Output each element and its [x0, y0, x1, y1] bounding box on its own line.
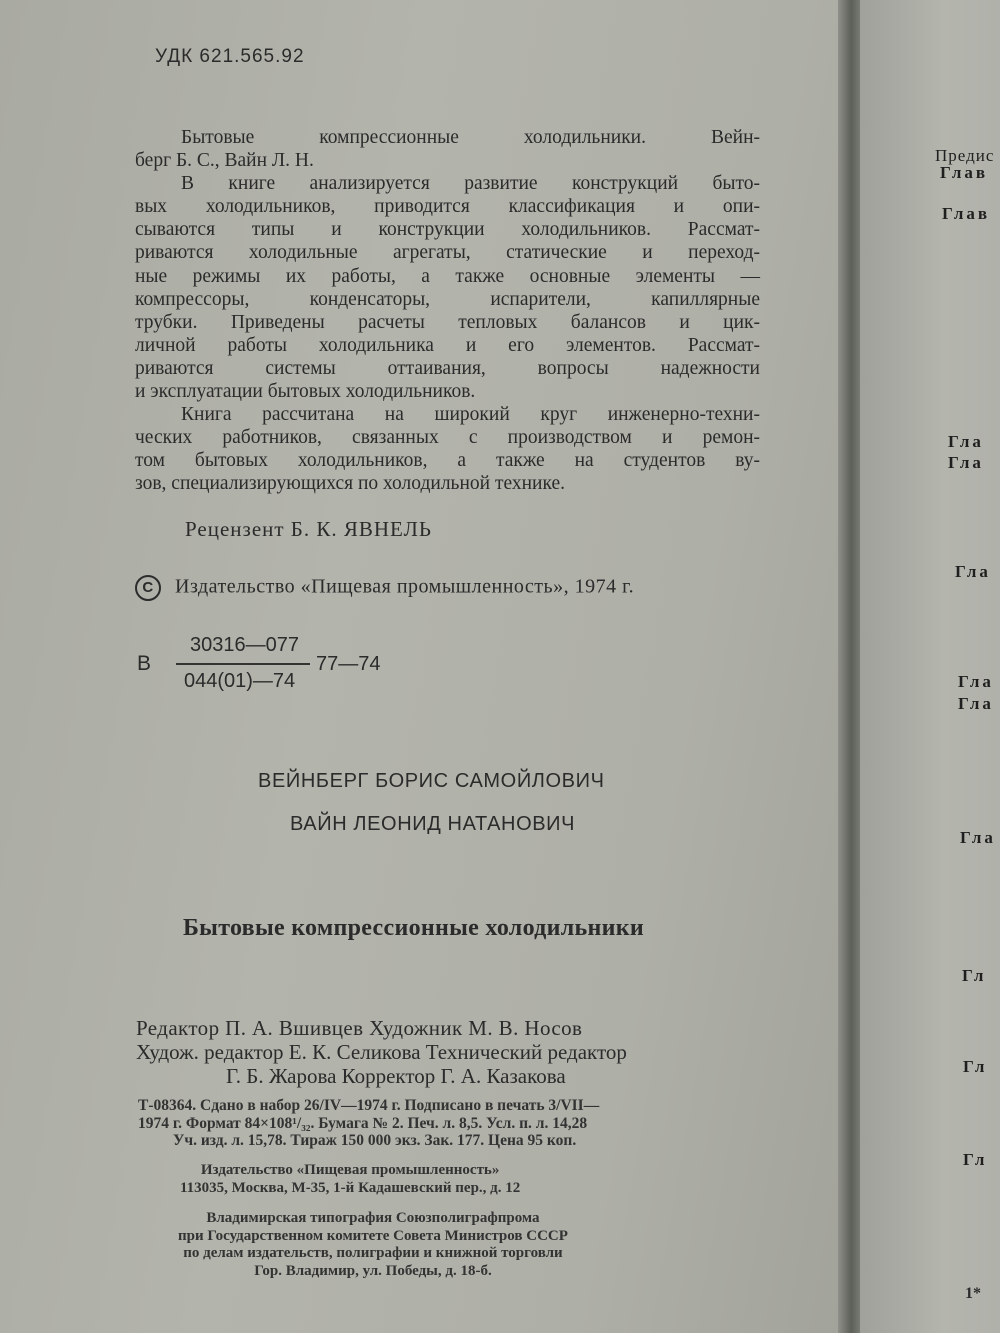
abstract-line: и эксплуатации бытовых холодильников. — [135, 381, 476, 403]
abstract-line: сываются типы и конструкции холодильников. Рассмат- — [135, 219, 760, 241]
reviewer: Рецензент Б. К. ЯВНЕЛЬ — [185, 517, 432, 541]
abstract-line: берг Б. С., Вайн Л. Н. — [135, 150, 314, 172]
copyright-line — [135, 575, 634, 601]
copyright-text: Издательство «Пищевая промышленность», 1974 г. — [175, 575, 635, 598]
abstract — [135, 126, 760, 496]
publisher-line: 113035, Москва, М-35, 1-й Кадашевский пер., д. 12 — [180, 1179, 521, 1196]
toc-fragment: Гл — [963, 1057, 988, 1076]
imprint-line: 1974 г. Формат 84×108¹/₃₂. Бумага № 2. Печ. л. 8,5. Усл. п. л. 14,28 — [138, 1114, 588, 1132]
imprint-line: Т-08364. Сдано в набор 26/IV—1974 г. Подписано в печать 3/VII— — [138, 1097, 600, 1114]
toc-fragment: Гла — [958, 694, 994, 713]
credits-line: Худож. редактор Е. К. Селикова Технический редактор — [136, 1040, 627, 1064]
index-letter: В — [137, 652, 152, 675]
imprint-line: Уч. изд. л. 15,78. Тираж 150 000 экз. Зак. 177. Цена 95 коп. — [173, 1132, 577, 1150]
index-numerator: 30316—077 — [190, 634, 299, 656]
printer-info — [178, 1210, 568, 1280]
udk-code: УДК 621.565.92 — [155, 46, 305, 67]
printer-line: Гор. Владимир, ул. Победы, д. 18-б. — [254, 1262, 492, 1279]
abstract-line: ные режимы их работы, а также основные элементы — — [135, 265, 760, 287]
abstract-line: ческих работников, связанных с производством и ремон- — [135, 427, 760, 449]
toc-fragment: Гл — [962, 966, 987, 985]
printer-line: по делам издательств, полиграфии и книжной торговли — [183, 1245, 563, 1261]
publisher-info — [180, 1162, 520, 1197]
abstract-line: Бытовые компрессионные холодильники. Вейн- — [181, 127, 760, 148]
toc-fragment: Предис — [935, 146, 995, 165]
book-title: Бытовые компрессионные холодильники — [183, 915, 645, 941]
abstract-line: Книга рассчитана на широкий круг инженерно-техни- — [181, 404, 760, 426]
printer-line: Владимирская типография Союзполиграфпрома — [206, 1210, 540, 1226]
author-name: ВАЙН ЛЕОНИД НАТАНОВИЧ — [290, 813, 576, 835]
toc-fragment: Гла — [960, 828, 996, 847]
abstract-line: риваются системы оттаивания, вопросы надежности — [135, 357, 760, 379]
toc-fragment: Гл — [963, 1150, 988, 1169]
credits-line: Редактор П. А. Вшивцев Художник М. В. Носов — [136, 1016, 583, 1040]
toc-fragment: Глав — [940, 163, 989, 182]
copyright-icon: C — [135, 575, 161, 601]
index-denominator: 044(01)—74 — [184, 670, 296, 692]
publisher-line: Издательство «Пищевая промышленность» — [200, 1162, 500, 1178]
abstract-line: вых холодильников, приводится классификация и опи- — [135, 196, 760, 218]
abstract-line: зов, специализирующихся по холодильной технике. — [135, 473, 566, 495]
toc-fragment: Гла — [955, 562, 991, 581]
index-suffix: 77—74 — [316, 653, 381, 675]
right-page — [860, 0, 1000, 1333]
fraction-bar — [176, 663, 310, 665]
printer-line: при Государственном комитете Совета Министров СССР — [178, 1227, 568, 1244]
page-number: 1* — [965, 1285, 981, 1302]
book-gutter — [838, 0, 862, 1333]
author-name: ВЕЙНБЕРГ БОРИС САМОЙЛОВИЧ — [258, 770, 605, 792]
toc-fragment: Гла — [948, 432, 984, 451]
abstract-line: компрессоры, конденсаторы, испарители, капиллярные — [135, 288, 760, 310]
toc-fragment: Гла — [948, 453, 984, 472]
abstract-line: риваются холодильные агрегаты, статические и переход- — [135, 242, 760, 264]
credits-line: Г. Б. Жарова Корректор Г. А. Казакова — [226, 1064, 566, 1088]
imprint — [138, 1097, 599, 1150]
credits — [136, 1016, 627, 1088]
toc-fragment: Глав — [942, 204, 991, 223]
abstract-line: личной работы холодильника и его элементов. Рассмат- — [135, 334, 760, 356]
toc-fragment: Гла — [958, 672, 994, 691]
abstract-line: том бытовых холодильников, а также на студентов ву- — [135, 450, 760, 472]
abstract-line: В книге анализируется развитие конструкций быто- — [181, 173, 760, 195]
abstract-line: трубки. Приведены расчеты тепловых балансов и цик- — [135, 311, 760, 333]
